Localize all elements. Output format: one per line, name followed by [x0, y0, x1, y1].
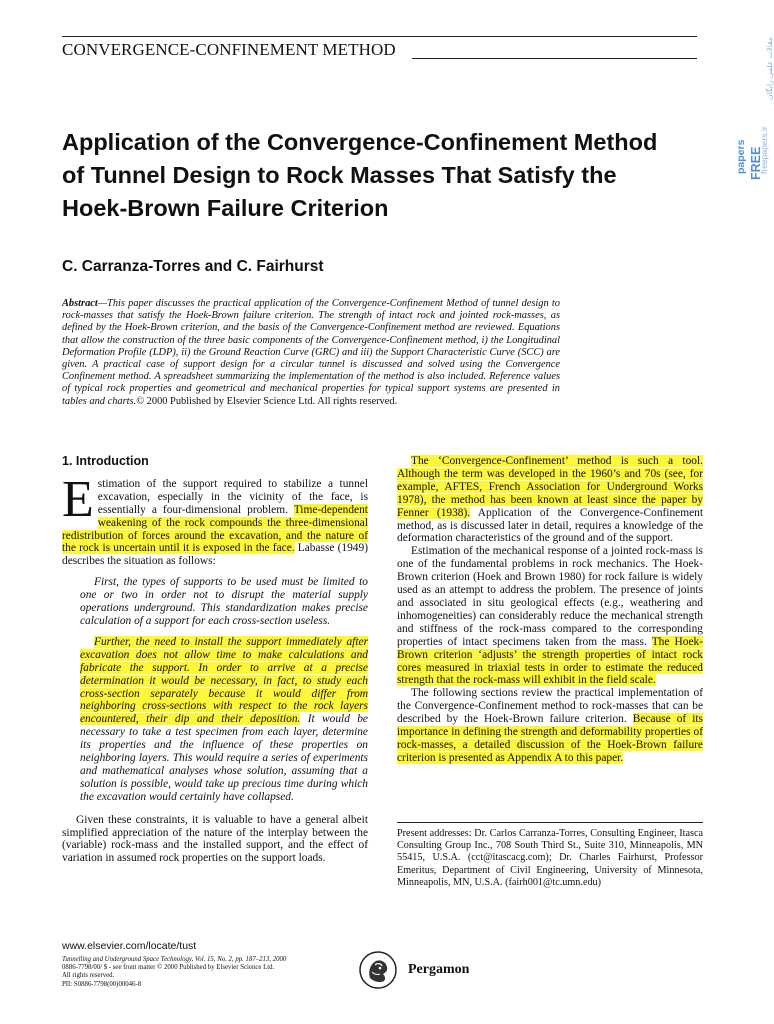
right-paragraph-1 [397, 455, 703, 545]
header-rule [412, 58, 697, 59]
watermark-url: freepapers.ir [759, 126, 769, 174]
journal-rights: All rights reserved. [62, 972, 115, 980]
highlighted-text: The Hoek-Brown criterion ‘adjusts’ the strength properties of intact rock cores measured in triaxial tests in order to estimate the reduced strength that the rock-mass will exhibit in the field scale. [397, 635, 703, 687]
watermark-papers-text: papers [735, 139, 747, 174]
article-authors: C. Carranza-Torres and C. Fairhurst [62, 258, 324, 275]
drop-cap: E [62, 470, 94, 528]
publisher-name: Pergamon [408, 962, 470, 977]
highlighted-text: Because of its importance in defining the strength and deformability properties of rock-masses, a detailed discussion of the Hoek-Brown failure criterion is presented as Appendix A to this paper. [397, 713, 703, 764]
abstract [62, 298, 560, 408]
abstract-label: Abstract [62, 298, 98, 309]
right-p2-text: Estimation of the mechanical response of a jointed rock-mass is one of the fundamental problems in rock mechanics. The Hoek-Brown criterion (Hoek and Brown 1980) for rock failure is widely used as an attempt to address the problem. The presence of joints and associated in situ geological effects (e.g., weathering and inhomogeneities) can considerably reduce the mechanical strength and stiffness of the rock-mass compared to the corresponding properties of intact specimens taken from the mass. [397, 545, 703, 648]
right-paragraph-2 [397, 545, 703, 687]
running-head: CONVERGENCE-CONFINEMENT METHOD [62, 40, 396, 59]
right-p3-text: The following sections review the practical implementation of the Convergence-Confinement method to rock-masses that can be described by the Hoek-Brown failure criterion. [397, 687, 703, 726]
freepapers-watermark [735, 37, 774, 180]
highlighted-text: Further, the need to install the support immediately after excavation does not allow time to make calculations and fabricate the support. In order to arrive at a precise determination it would be necessary, in fact, to study each cross-section separately because it would differ from neighboring cross-sections with respect to the rock layers encountered, their dip and their deposition. [80, 635, 368, 726]
quote-paragraph-2 [80, 636, 368, 804]
highlighted-text: The ‘Convergence-Confinement’ method is such a tool. Although the term was developed in the 1960’s and 70s (see, for example, AFTES, French Association for Underground Works 1978), the method has been known at least since the paper by Fenner (1938). [397, 455, 703, 519]
abstract-text: —This paper discusses the practical application of the Convergence-Confinement Method of tunnel design to rock-masses that satisfy the Hoek-Brown failure criterion. The strength of intact rock and jointed rock-masses, as defined by the Hoek-Brown criterion, and the basis of the Convergence-Confinement method are reviewed. Equations that allow the construction of the three basic components of the Convergence-Confinement method, i) the Longitudinal Deformation Profile (LDP), ii) the Ground Reaction Curve (GRC) and iii) the Support Characteristic Curve (SCC) are given. A practical case of support design for a circular tunnel is discussed and solved using the Convergence Confinement method. A spreadsheet summarizing the implementation of the method is also included. Reference values of typical rock properties and geometrical and mechanical properties for typical support systems are presented in tables and charts. [62, 298, 560, 407]
pergamon-logo-icon [358, 950, 398, 990]
journal-citation: Tunnelling and Underground Space Technology, Vol. 15, No. 2, pp. 187–213, 2000 [62, 956, 287, 963]
journal-issn: 0886-7798/00/ $ - see front matter © 2000 Published by Elsevier Science Ltd. [62, 964, 275, 972]
intro-p1-end: Labasse (1949) describes the situation as follows: [62, 542, 368, 568]
abstract-copyright: © 2000 Published by Elsevier Science Ltd. All rights reserved. [136, 395, 398, 407]
intro-paragraph-1 [62, 470, 368, 568]
right-paragraph-3 [397, 687, 703, 764]
watermark-free-text: FREE [749, 146, 763, 180]
right-column [397, 455, 703, 765]
journal-info [62, 956, 382, 989]
quote-paragraph-1: First, the types of supports to be used must be limited to one or two in order not to disrupt the material supply operations underground. This standardization makes precise calculation of a support for each cross-section useless. [80, 576, 368, 627]
section-heading-introduction: 1. Introduction [62, 454, 149, 468]
author-addresses: Present addresses: Dr. Carlos Carranza-Torres, Consulting Engineer, Itasca Consulting Group Inc., 708 South Third St., Suite 310, Minneapolis, MN 55415, U.S.A. (cct@itascacg.com); Dr. Charles Fairhurst, Professor Emeritus, Department of Civil Engineering, University of Minnesota, Minneapolis, MN, U.S.A. (fairh001@tc.umn.edu) [397, 828, 703, 888]
intro-p1-text: stimation of the support required to stabilize a tunnel excavation, especially in the vicinity of the face, is essentially a four-dimensional problem. [97, 477, 368, 516]
left-column [62, 455, 368, 865]
watermark-arabic: مقالات علمی رایگان [765, 37, 774, 100]
top-rule [62, 36, 697, 37]
journal-website-link[interactable]: www.elsevier.com/locate/tust [62, 940, 197, 952]
right-p1-rest: Application of the Convergence-Confinement method, as is discussed later in detail, requires a knowledge of the deformation characteristics of the ground and of the support. [397, 506, 703, 545]
quote-2-rest: It would be necessary to take a test specimen from each layer, determine its properties and the influence of these properties on neighboring layers. This would require a series of experiments and mathematical analyses whose solution, assuming that a solution is possible, would take up precious time during which the excavation would certainly have collapsed. [80, 713, 368, 803]
footnote-rule [397, 822, 703, 823]
article-title: Application of the Convergence-Confinement Method of Tunnel Design to Rock Masses That Satisfy the Hoek-Brown Failure Criterion [62, 129, 658, 221]
highlighted-text: Time-dependent weakening of the rock compounds the three-dimensional redistribution of forces around the excavation, and the nature of the rock is uncertain until it is exposed in the face. [62, 503, 368, 555]
intro-paragraph-2: Given these constraints, it is valuable to have a general albeit simplified appreciation of the nature of the interplay between the (variable) rock-mass and the installed support, and the effect of variation in assumed rock properties on the support loads. [62, 813, 368, 865]
journal-pii: PII: S0886-7798(00)00046-8 [62, 980, 142, 988]
